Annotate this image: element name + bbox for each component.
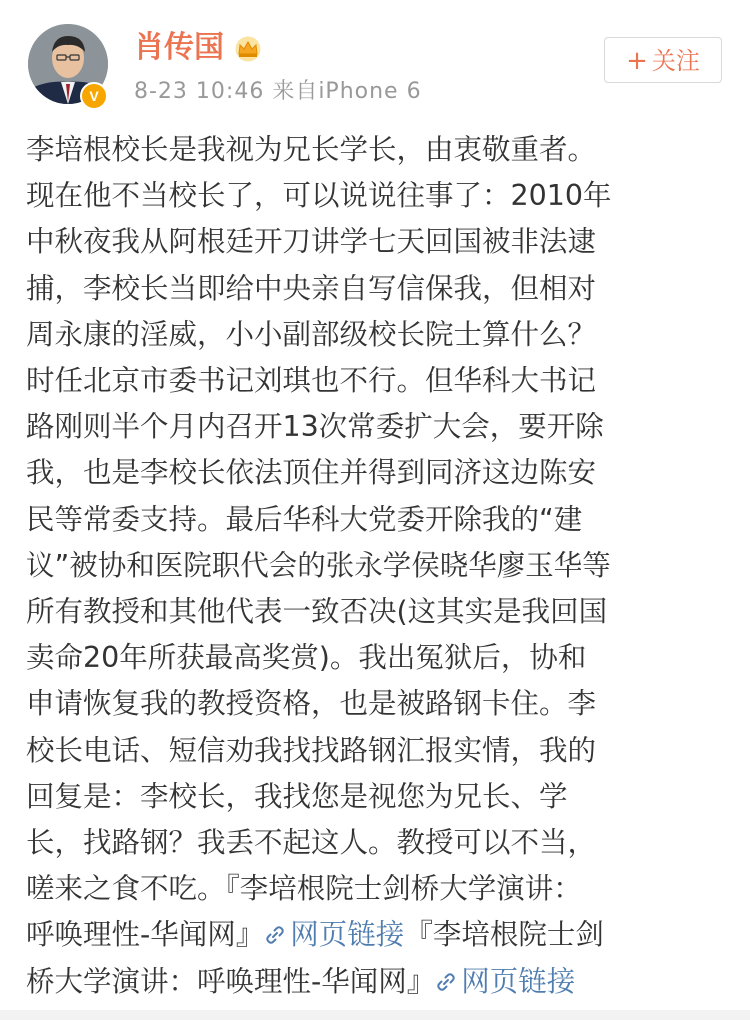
post-text: 呼唤理性-华闻网』 — [26, 918, 265, 952]
follow-label: 关注 — [651, 47, 700, 75]
web-link-2-label: 网页链接 — [461, 964, 576, 998]
post-line: 嗟来之食不吃。『李培根院士剑桥大学演讲： — [26, 872, 582, 906]
web-link-1[interactable] — [264, 918, 404, 951]
post-line: 周永康的淫威，小小副部级校长院士算什么？ — [26, 317, 597, 351]
post-line: 回复是：李校长，我找您是视您为兄长、学 — [26, 779, 568, 813]
post-line — [26, 959, 730, 1005]
post-line — [26, 912, 730, 958]
post-header — [0, 0, 750, 120]
post-line: 捕，李校长当即给中央亲自写信保我，但相对 — [26, 271, 597, 305]
post-text: 『李培根院士剑 — [404, 918, 604, 952]
plus-icon: + — [626, 46, 648, 76]
post-line: 中秋夜我从阿根廷开刀讲学七天回国被非法逮 — [26, 225, 597, 259]
post-line: 现在他不当校长了，可以说说往事了：2010年 — [26, 179, 612, 213]
post-line: 李培根校长是我视为兄长学长，由衷敬重者。 — [26, 133, 597, 166]
post-line: 卖命20年所获最高奖赏)。我出冤狱后，协和 — [26, 641, 587, 675]
post-meta: 8-23 10:46 来自iPhone 6 — [134, 79, 422, 104]
follow-button[interactable] — [604, 37, 722, 83]
post-line: 所有教授和其他代表一致否决(这其实是我回国 — [26, 595, 608, 629]
post-line: 民等常委支持。最后华科大党委开除我的“建 — [26, 502, 583, 536]
web-link-2[interactable] — [435, 965, 575, 998]
post-text: 桥大学演讲：呼唤理性-华闻网』 — [26, 964, 436, 998]
post-line: 路刚则半个月内召开13次常委扩大会，要开除 — [26, 410, 604, 444]
footer-divider — [0, 1010, 750, 1020]
link-icon — [264, 924, 286, 946]
post-line: 议”被协和医院职代会的张永学侯晓华廖玉华等 — [26, 548, 611, 582]
post-line: 时任北京市委书记刘琪也不行。但华科大书记 — [26, 364, 597, 398]
post-line: 长，找路钢？我丢不起这人。教授可以不当， — [26, 826, 597, 860]
post-line: 我，也是李校长依法顶住并得到同济这边陈安 — [26, 456, 597, 490]
post-line: 申请恢复我的教授资格，也是被路钢卡住。李 — [26, 687, 597, 721]
link-icon — [435, 971, 457, 993]
user-name[interactable]: 肖传国 — [134, 30, 224, 65]
post-content — [26, 127, 730, 1005]
web-link-1-label: 网页链接 — [290, 918, 405, 952]
verified-badge-icon: V — [80, 82, 108, 110]
post-line: 校长电话、短信劝我找找路钢汇报实情，我的 — [26, 733, 597, 767]
crown-icon[interactable] — [233, 36, 263, 62]
